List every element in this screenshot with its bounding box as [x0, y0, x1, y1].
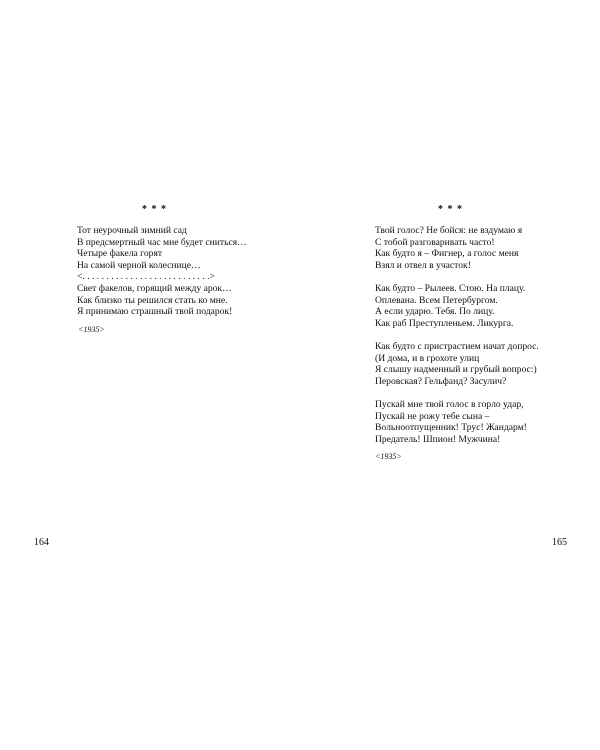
poem-line: Взял и отвел в участок!: [375, 259, 471, 271]
poem-line: Как будто с пристрастием начат допрос.: [375, 340, 539, 352]
page-number: 165: [552, 537, 567, 548]
poem-line: Пускай мне твой голос в горло удар,: [375, 398, 524, 410]
poem-line: Предатель! Шпион! Мужчина!: [375, 433, 501, 445]
stanza-break: [375, 329, 539, 341]
poem-line: Я слышу надменный и грубый вопрос:): [375, 364, 537, 376]
poem-line: Как будто я – Фигнер, а голос меня: [375, 248, 519, 260]
poem-left: [77, 225, 247, 335]
poem-line: (И дома, и в грохоте улиц: [375, 352, 480, 364]
poem-line: Я принимаю страшный твой подарок!: [77, 306, 233, 318]
poem-date: <1935>: [78, 324, 105, 334]
poem-right: [375, 225, 539, 463]
poem-line: Пускай не рожу тебе сына –: [375, 410, 490, 422]
poem-line-omission: <. . . . . . . . . . . . . . . . . . . . . . . . . . .>: [77, 271, 215, 283]
poem-line: Как раб Преступленьем. Ликурга.: [375, 317, 514, 329]
poem-line: Как близко ты решился стать ко мне.: [77, 294, 228, 306]
poem-line: В предсмертный час мне будет сниться…: [77, 236, 247, 248]
poem-line: На самой черной колеснице…: [77, 259, 201, 271]
poem-asterism: * * *: [142, 204, 167, 215]
right-page: [300, 0, 600, 750]
stanza-break: [375, 271, 539, 283]
stanza-break: [375, 387, 539, 399]
poem-line: С тобой разговаривать часто!: [375, 236, 495, 248]
poem-line: Как будто – Рылеев. Стою. На плацу.: [375, 282, 526, 294]
poem-line: Четыре факела горят: [77, 248, 163, 260]
poem-line: Свет факелов, горящий между арок…: [77, 282, 232, 294]
page-number: 164: [34, 537, 49, 548]
poem-line: Вольноотпущенник! Трус! Жандарм!: [375, 422, 527, 434]
poem-line: А если ударю. Тебя. По лицу.: [375, 306, 495, 318]
poem-date: <1935>: [375, 452, 402, 462]
poem-line: Оплевана. Всем Петербургом.: [375, 294, 498, 306]
poem-asterism: * * *: [438, 204, 463, 215]
poem-line: Тот неурочный зимний сад: [77, 225, 187, 236]
poem-line: Твой голос? Не бойся: не вздумаю я: [375, 225, 523, 236]
poem-line: Перовская? Гельфанд? Засулич?: [375, 375, 507, 387]
